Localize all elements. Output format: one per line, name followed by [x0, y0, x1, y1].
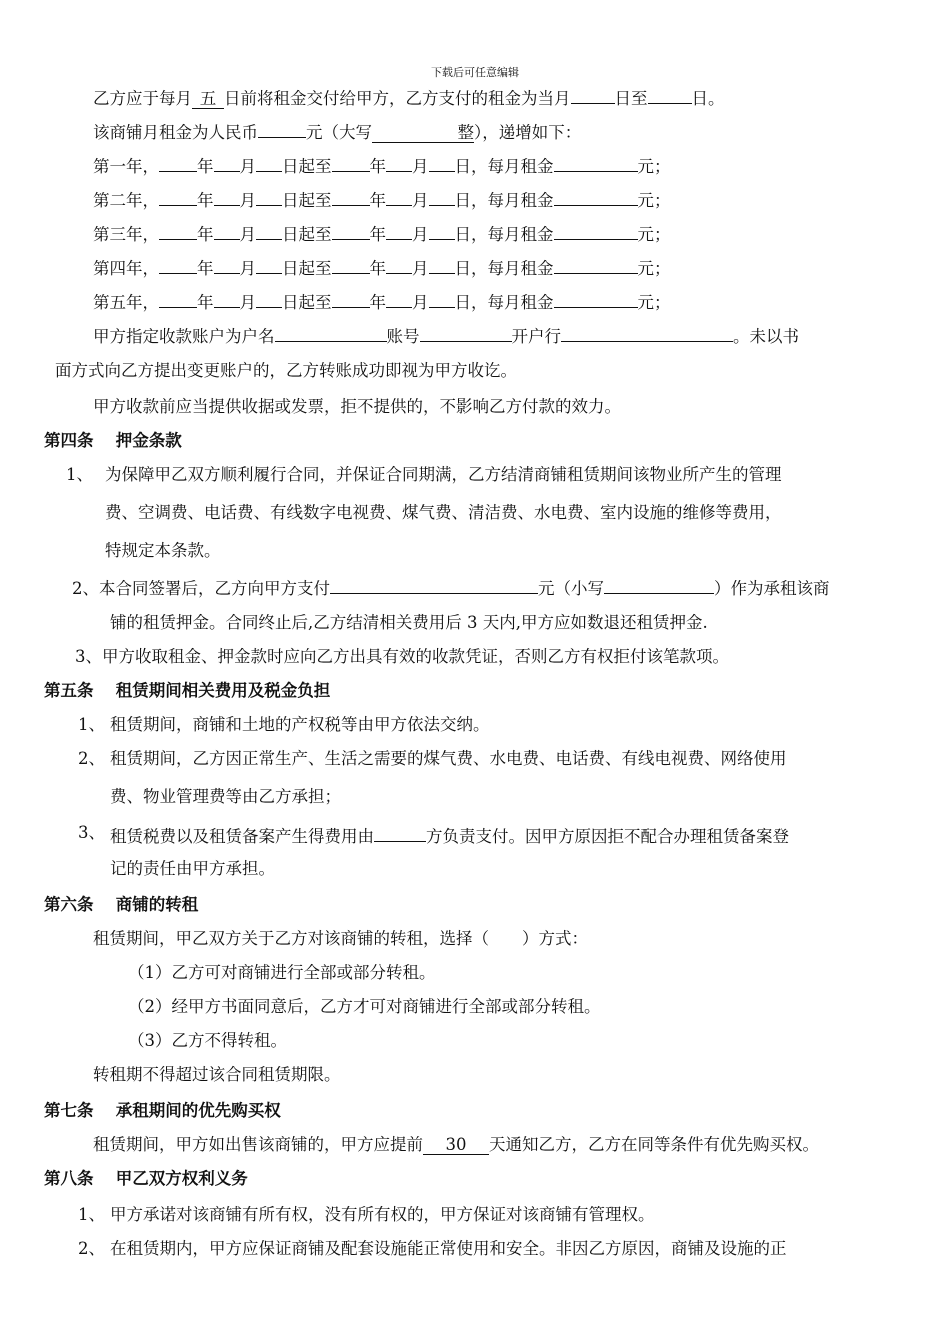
- art5-item1-num: 1、: [78, 715, 105, 734]
- art5-item2-line2: 费、物业管理费等由乙方承担；: [110, 787, 341, 806]
- monthly-rent-line: 该商铺月租金为人民币 元（大写 整），递增如下：: [93, 118, 581, 140]
- art5-item1: 租赁期间，商铺和土地的产权税等由甲方依法交纳。: [110, 715, 490, 734]
- rent-year-row: 第四年， 年 月 日起至 年 月 日，每月租金 元；: [93, 254, 671, 276]
- art8-item2-num: 2、: [78, 1239, 105, 1258]
- art6-option1: （1）乙方可对商铺进行全部或部分转租。: [128, 963, 436, 982]
- account-line: 甲方指定收款账户为户名 账号 开户行 。未以书: [93, 322, 799, 344]
- page-header: 下载后可任意编辑: [431, 66, 519, 79]
- art5-item2-num: 2、: [78, 749, 105, 768]
- art5-item3-num: 3、: [78, 823, 105, 842]
- receipt-line: 甲方收款前应当提供收据或发票，拒不提供的，不影响乙方付款的效力。: [93, 397, 621, 416]
- notice-days: 30: [423, 1135, 489, 1155]
- rent-year-row: 第二年， 年 月 日起至 年 月 日，每月租金 元；: [93, 186, 671, 208]
- rent-due-line: 乙方应于每月 五 日前将租金交付给甲方，乙方支付的租金为当月 日至 日。: [93, 84, 725, 106]
- art8-item1: 甲方承诺对该商铺有所有权，没有所有权的，甲方保证对该商铺有管理权。: [110, 1205, 655, 1224]
- article-7-title: 第七条 承租期间的优先购买权: [44, 1101, 281, 1120]
- art4-item1-line3: 特规定本条款。: [105, 541, 221, 560]
- art4-item1-line2: 费、空调费、电话费、有线数字电视费、煤气费、清洁费、水电费、室内设施的维修等费用，: [105, 503, 782, 522]
- art6-option3: （3）乙方不得转租。: [128, 1031, 287, 1050]
- article-8-title: 第八条 甲乙双方权利义务: [44, 1169, 248, 1188]
- art7-text: 租赁期间，甲方如出售该商铺的，甲方应提前 30 天通知乙方，乙方在同等条件有优先购买权。: [93, 1135, 819, 1154]
- rent-year-row: 第五年， 年 月 日起至 年 月 日，每月租金 元；: [93, 288, 671, 310]
- art4-item1-num: 1、: [66, 465, 93, 484]
- art4-item3: 3、甲方收取租金、押金款时应向乙方出具有效的收款凭证，否则乙方有权拒付该笔款项。: [75, 647, 729, 666]
- art5-item2-line1: 租赁期间，乙方因正常生产、生活之需要的煤气费、水电费、电话费、有线电视费、网络使用: [110, 749, 787, 768]
- art5-item3-line2: 记的责任由甲方承担。: [110, 859, 275, 878]
- article-6-title: 第六条 商铺的转租: [44, 895, 199, 914]
- article-4-title: 第四条 押金条款: [44, 431, 182, 450]
- art6-option2: （2）经甲方书面同意后，乙方才可对商铺进行全部或部分转租。: [128, 997, 601, 1016]
- article-5-title: 第五条 租赁期间相关费用及税金负担: [44, 681, 331, 700]
- rent-year-row: 第一年， 年 月 日起至 年 月 日，每月租金 元；: [93, 152, 671, 174]
- art6-intro: 租赁期间，甲乙双方关于乙方对该商铺的转租，选择（ ）方式：: [93, 929, 588, 948]
- art4-item1-line1: 为保障甲乙双方顺利履行合同，并保证合同期满，乙方结清商铺租赁期间该物业所产生的管理: [105, 465, 782, 484]
- art4-item2-line1: 2、本合同签署后，乙方向甲方支付 元（小写 ）作为承租该商: [72, 574, 830, 596]
- art6-limit: 转租期不得超过该合同租赁期限。: [93, 1065, 341, 1084]
- rent-year-row: 第三年， 年 月 日起至 年 月 日，每月租金 元；: [93, 220, 671, 242]
- art4-item2-line2: 铺的租赁押金。合同终止后,乙方结清相关费用后 3 天内,甲方应如数退还租赁押金.: [110, 613, 708, 632]
- rent-due-day: 五: [192, 89, 224, 109]
- account-line-cont: 面方式向乙方提出变更账户的，乙方转账成功即视为甲方收讫。: [55, 361, 517, 380]
- art8-item1-num: 1、: [78, 1205, 105, 1224]
- art5-item3-line1: 租赁税费以及租赁备案产生得费用由 方负责支付。因甲方原因拒不配合办理租赁备案登: [110, 822, 789, 844]
- art8-item2: 在租赁期内，甲方应保证商铺及配套设施能正常使用和安全。非因乙方原因，商铺及设施的正: [110, 1239, 787, 1258]
